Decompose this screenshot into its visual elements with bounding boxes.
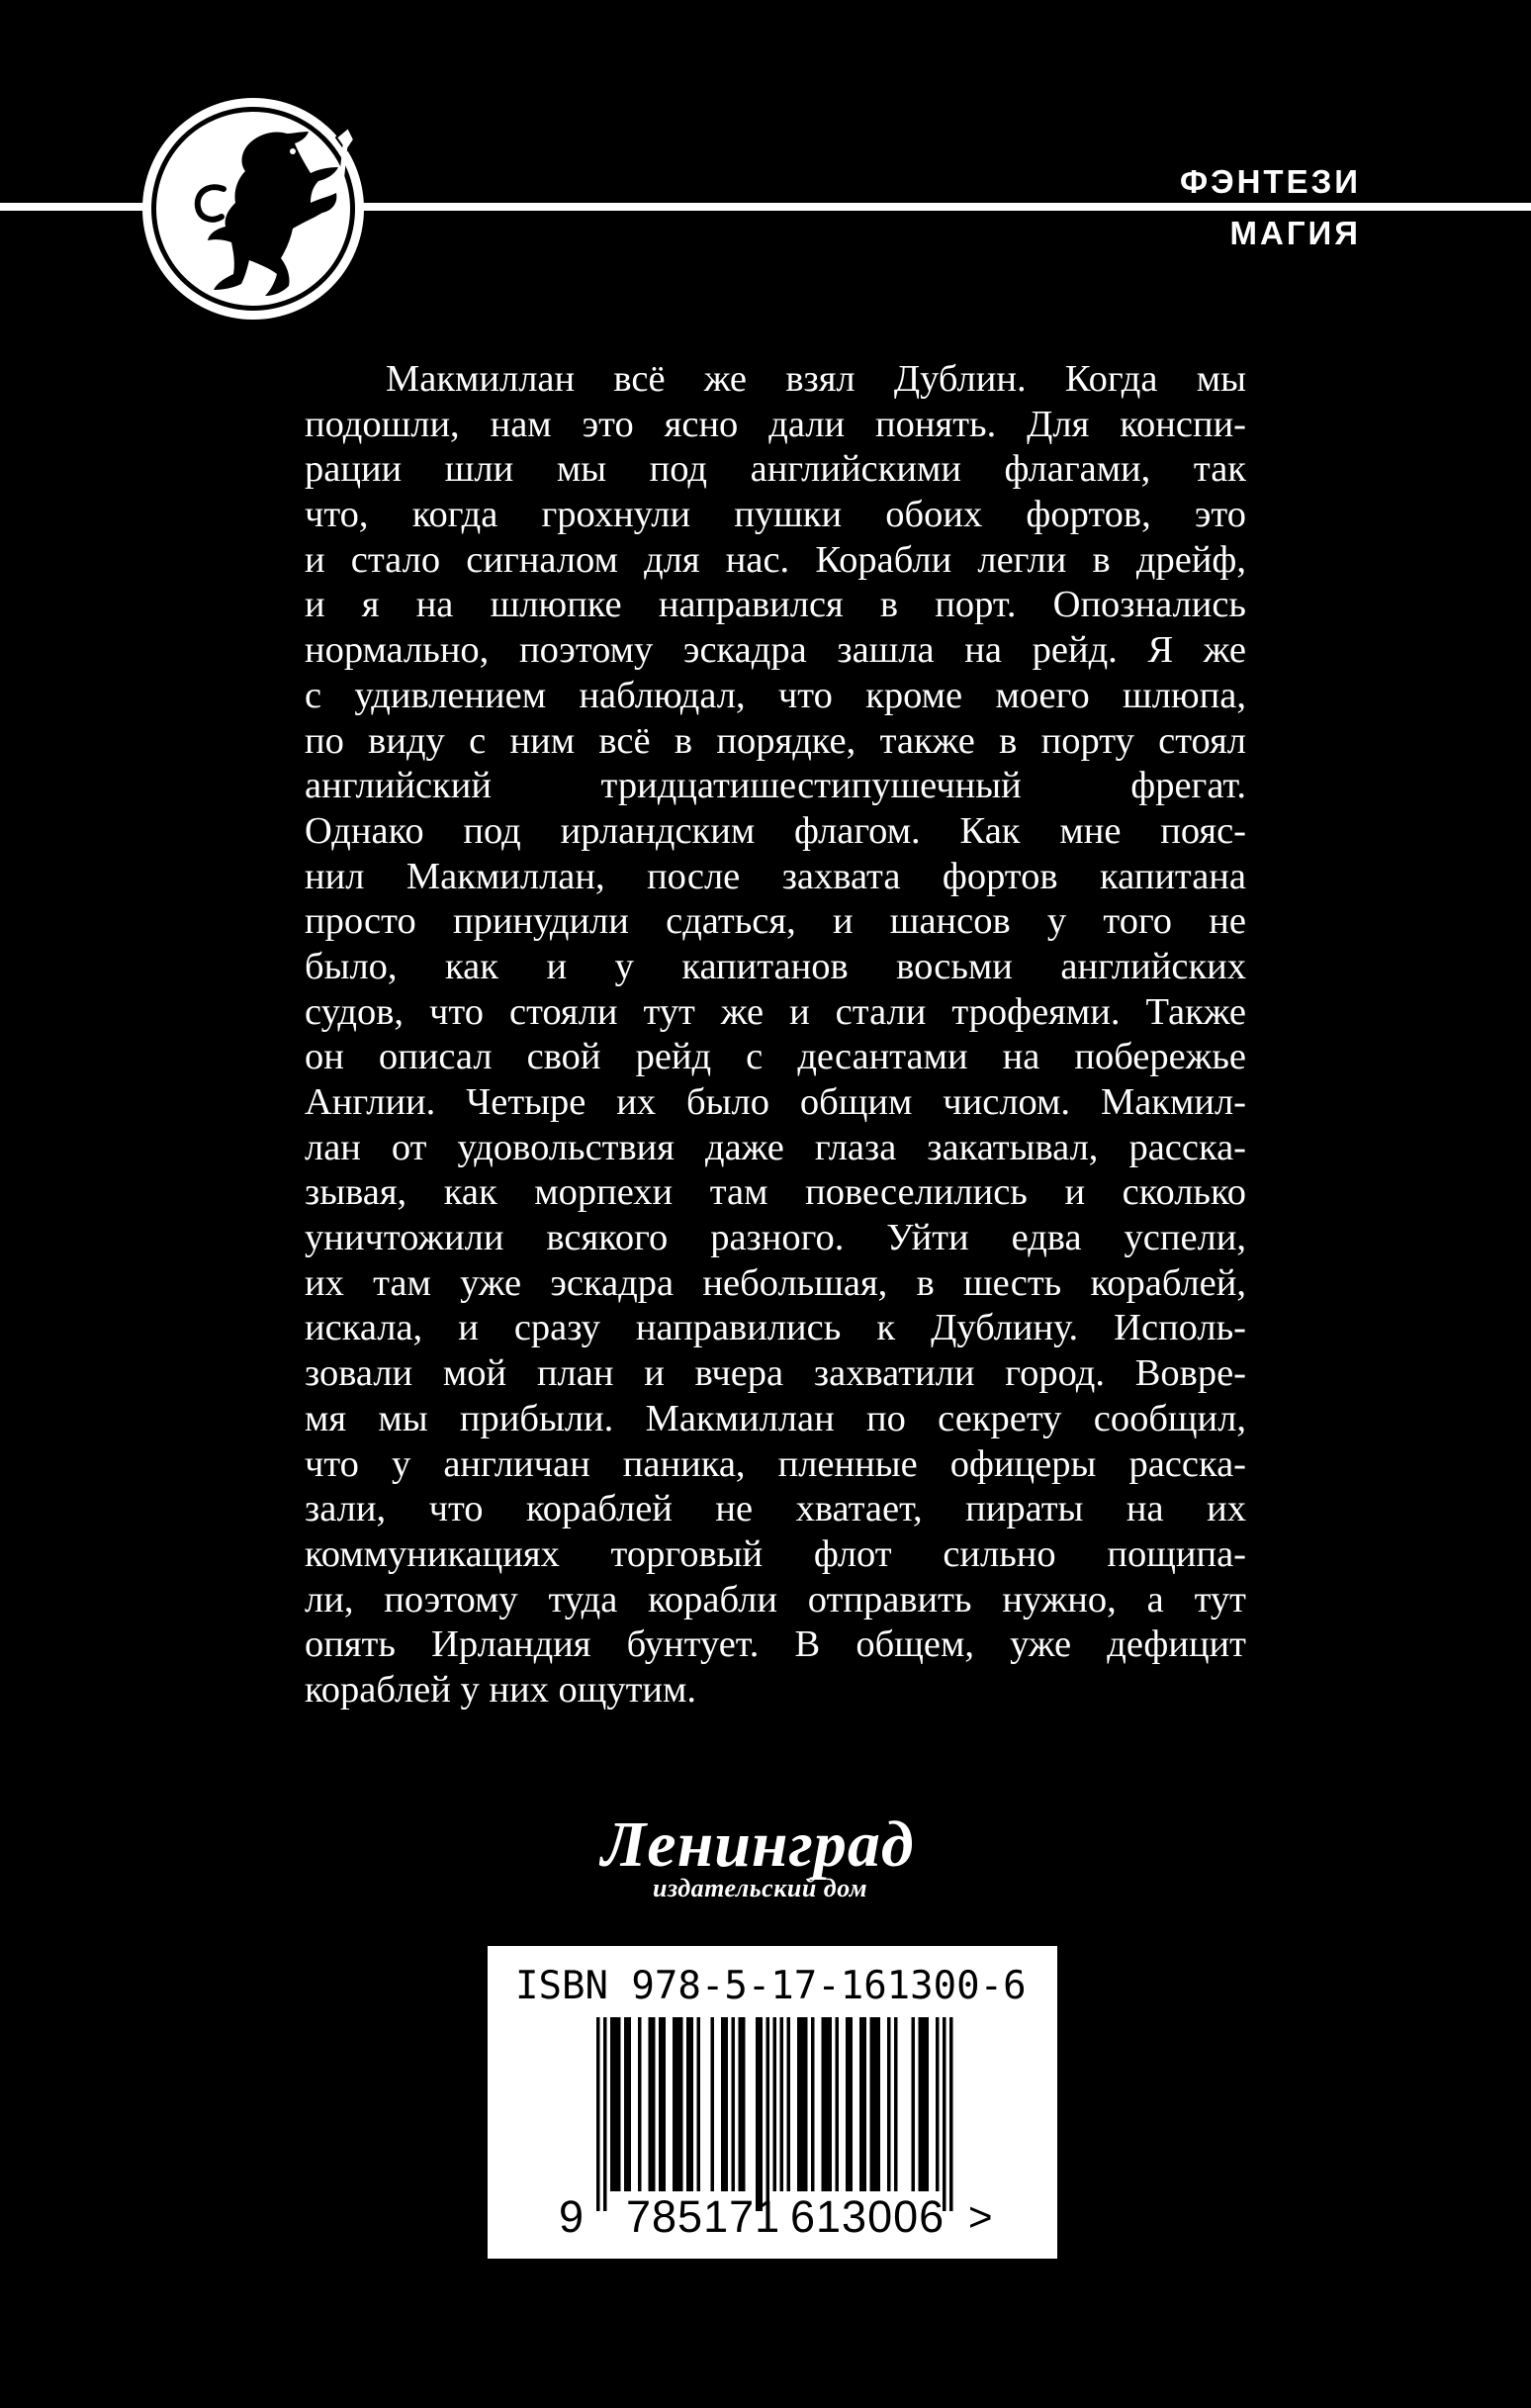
publisher-name: Ленинград — [601, 1808, 915, 1881]
blurb-line: Англии. Четыре их было общим числом. Макмил- — [305, 1081, 1246, 1123]
isbn-label: ISBN 978-5-17-161300-6 — [515, 1964, 1027, 2008]
barcode-quiet-zone-arrow: > — [968, 2193, 993, 2240]
blurb-line: Однако под ирландским флагом. Как мне пояс- — [305, 809, 1246, 852]
blurb-line: их там уже эскадра небольшая, в шесть кораблей, — [305, 1261, 1246, 1304]
blurb-line: рации шли мы под английскими флагами, так — [305, 448, 1246, 491]
blurb-line: английский тридцатишестипушечный фрегат. — [305, 765, 1246, 807]
blurb-line: зовали мой план и вчера захватили город. Вовре- — [305, 1352, 1246, 1395]
blurb-line: было, как и у капитанов восьми английских — [305, 945, 1246, 987]
blurb-line: Макмиллан всё же взял Дублин. Когда мы — [386, 358, 1246, 400]
lion-rampant-with-axe-icon — [138, 94, 368, 324]
genre-label-fantasy: ФЭНТЕЗИ — [1179, 163, 1361, 200]
blurb-line: лан от удовольствия даже глаза закатывал, расска- — [305, 1126, 1246, 1168]
blurb-line: и я на шлюпке направился в порт. Опознались — [305, 584, 1246, 626]
barcode-digit-lead: 9 — [559, 2191, 585, 2242]
blurb-line: ли, поэтому туда корабли отправить нужно, а тут — [305, 1578, 1246, 1621]
blurb-line: нил Макмиллан, после захвата фортов капитана — [305, 855, 1246, 897]
blurb-text — [305, 357, 1246, 1713]
barcode-digits-left: 785171 — [626, 2191, 781, 2242]
blurb-line: зывая, как морпехи там повеселились и сколько — [305, 1171, 1246, 1214]
blurb-line: коммуникациях торговый флот сильно пощипа- — [305, 1532, 1246, 1575]
genre-label-magic: МАГИЯ — [1229, 215, 1361, 251]
publisher-subtitle: издательский дом — [653, 1874, 868, 1902]
blurb-line: по виду с ним всё в порядке, также в порту стоял — [305, 719, 1246, 762]
blurb-line: искала, и сразу направились к Дублину. Исполь- — [305, 1307, 1246, 1349]
blurb-line: кораблей у них ощутим. — [305, 1668, 697, 1711]
blurb-line: опять Ирландия бунтует. В общем, уже дефицит — [305, 1623, 1246, 1666]
blurb-line: с удивлением наблюдал, что кроме моего шлюпа, — [305, 674, 1246, 716]
blurb-line: и стало сигналом для нас. Корабли легли в дрейф, — [305, 538, 1246, 581]
blurb-line: мя мы прибыли. Макмиллан по секрету сообщил, — [305, 1397, 1246, 1439]
blurb-line: что у англичан паника, пленные офицеры расска- — [305, 1442, 1246, 1485]
blurb-line: просто принудили сдаться, и шансов у того не — [305, 900, 1246, 943]
barcode-bars — [596, 2017, 962, 2215]
publisher-logo — [601, 1808, 977, 1921]
barcode-digits-right: 613006 — [790, 2191, 946, 2242]
blurb-line: зали, что кораблей не хватает, пираты на их — [305, 1488, 1246, 1530]
blurb-line: что, когда грохнули пушки обоих фортов, это — [305, 494, 1246, 536]
blurb-line: нормально, поэтому эскадра зашла на рейд. Я же — [305, 629, 1246, 672]
blurb-line: судов, что стояли тут же и стали трофеями. Также — [305, 990, 1246, 1033]
isbn-barcode — [488, 1946, 1057, 2259]
barcode-digits — [488, 2189, 1057, 2245]
blurb-line: он описал свой рейд с десантами на побережье — [305, 1036, 1246, 1078]
blurb-line: уничтожили всякого разного. Уйти едва успели, — [305, 1217, 1246, 1259]
blurb-line: подошли, нам это ясно дали понять. Для конспи- — [305, 403, 1246, 445]
